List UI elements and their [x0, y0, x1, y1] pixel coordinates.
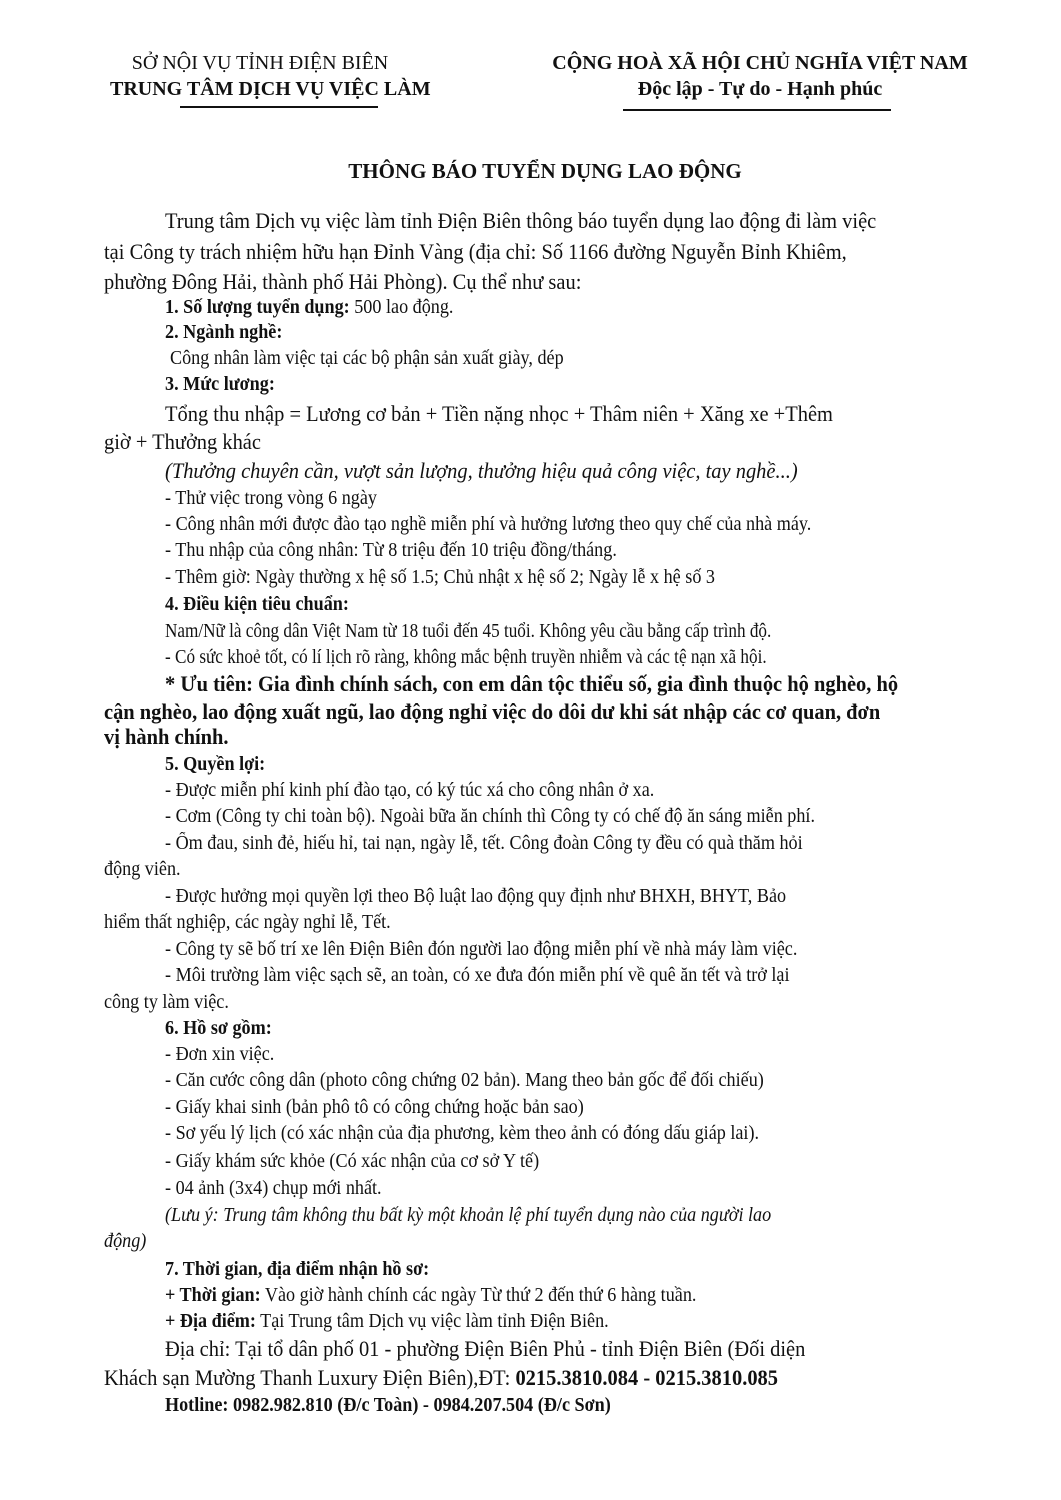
phone-numbers: 0215.3810.084 - 0215.3810.085: [515, 1365, 779, 1390]
dossier-item: - Sơ yếu lý lịch (có xác nhận của địa phương, kèm theo ảnh có đóng dấu giáp lai).: [165, 1123, 760, 1144]
salary-item: - Thử việc trong vòng 6 ngày: [165, 488, 377, 509]
reception-time: + Thời gian: Vào giờ hành chính các ngày Từ thứ 2 đến thứ 6 hàng tuần.: [165, 1285, 697, 1306]
agency-parent: SỞ NỘI VỤ TỈNH ĐIỆN BIÊN: [131, 52, 389, 74]
benefit-line: - Được hưởng mọi quyền lợi theo Bộ luật lao động quy định như BHXH, BHYT, Bảo: [165, 886, 787, 907]
fee-note: (Lưu ý: Trung tâm không thu bất kỳ một khoản lệ phí tuyển dụng nào của người lao: [165, 1205, 772, 1226]
benefit-line: công ty làm việc.: [104, 992, 229, 1013]
salary-item: - Thêm giờ: Ngày thường x hệ số 1.5; Chủ nhật x hệ số 2; Ngày lễ x hệ số 3: [165, 567, 715, 588]
intro-line: phường Đông Hải, thành phố Hải Phòng). Cụ thể như sau:: [104, 269, 582, 294]
section-1: 1. Số lượng tuyển dụng: 500 lao động.: [165, 297, 454, 318]
fee-note: động): [104, 1231, 147, 1252]
section-4-heading: 4. Điều kiện tiêu chuẩn:: [165, 594, 349, 615]
section-3-heading: 3. Mức lương:: [165, 374, 275, 395]
section-2-heading: 2. Ngành nghề:: [165, 322, 283, 343]
salary-formula: Tổng thu nhập = Lương cơ bản + Tiền nặng nhọc + Thâm niên + Xăng xe +Thêm: [165, 401, 833, 426]
benefit-line: - Công ty sẽ bố trí xe lên Điện Biên đón người lao động miễn phí về nhà máy làm việc.: [165, 939, 798, 960]
priority-line: vị hành chính.: [104, 724, 229, 749]
national-motto: Độc lập - Tự do - Hạnh phúc: [637, 78, 883, 100]
dossier-item: - Đơn xin việc.: [165, 1044, 275, 1065]
section-6-heading: 6. Hồ sơ gồm:: [165, 1018, 272, 1039]
benefit-line: - Được miễn phí kinh phí đào tạo, có ký túc xá cho công nhân ở xa.: [165, 780, 655, 801]
motto-underline: [623, 109, 891, 111]
salary-item: - Thu nhập của công nhân: Từ 8 triệu đến 10 triệu đồng/tháng.: [165, 540, 617, 561]
benefit-line: - Môi trường làm việc sạch sẽ, an toàn, có xe đưa đón miễn phí về quê ăn tết và trở lại: [165, 965, 790, 986]
intro-line: tại Công ty trách nhiệm hữu hạn Đỉnh Vàng (địa chỉ: Số 1166 đường Nguyễn Bỉnh Khiêm,: [104, 239, 847, 264]
benefit-line: - Cơm (Công ty chi toàn bộ). Ngoài bữa ăn chính thì Công ty có chế độ ăn sáng miễn phí.: [165, 806, 816, 827]
benefit-line: động viên.: [104, 859, 181, 880]
benefit-line: hiểm thất nghiệp, các ngày nghỉ lễ, Tết.: [104, 912, 391, 933]
national-title: CỘNG HOÀ XÃ HỘI CHỦ NGHĨA VIỆT NAM: [552, 52, 968, 74]
agency-name: TRUNG TÂM DỊCH VỤ VIỆC LÀM: [110, 78, 431, 100]
priority-line: * Ưu tiên: Gia đình chính sách, con em dân tộc thiểu số, gia đình thuộc hộ nghèo, hộ: [165, 671, 899, 696]
section-5-heading: 5. Quyền lợi:: [165, 754, 266, 775]
reception-place: + Địa điểm: Tại Trung tâm Dịch vụ việc làm tỉnh Điện Biên.: [165, 1311, 609, 1332]
document-title: THÔNG BÁO TUYỂN DỤNG LAO ĐỘNG: [348, 159, 742, 183]
salary-item: - Công nhân mới được đào tạo nghề miễn phí và hưởng lương theo quy chế của nhà máy.: [165, 514, 812, 535]
section-2-text: Công nhân làm việc tại các bộ phận sản xuất giày, dép: [170, 348, 564, 369]
address-line: Khách sạn Mường Thanh Luxury Điện Biên),ĐT: 0215.3810.084 - 0215.3810.085: [104, 1365, 779, 1390]
dossier-item: - Căn cước công dân (photo công chứng 02 bản). Mang theo bản gốc để đối chiếu): [165, 1070, 764, 1091]
intro-line: Trung tâm Dịch vụ việc làm tỉnh Điện Biên thông báo tuyển dụng lao động đi làm việc: [165, 208, 877, 233]
dossier-item: - Giấy khai sinh (bản phô tô có công chứng hoặc bản sao): [165, 1097, 584, 1118]
dossier-item: - Giấy khám sức khỏe (Có xác nhận của cơ sở Y tế): [165, 1151, 540, 1172]
requirement-item: - Có sức khoẻ tốt, có lí lịch rõ ràng, không mắc bệnh truyền nhiễm và các tệ nạn xã hội.: [165, 647, 767, 668]
agency-underline: [180, 106, 378, 108]
bonus-note: (Thưởng chuyên cần, vượt sản lượng, thưởng hiệu quả công việc, tay nghề...): [165, 458, 798, 483]
dossier-item: - 04 ảnh (3x4) chụp mới nhất.: [165, 1178, 382, 1199]
priority-line: cận nghèo, lao động xuất ngũ, lao động nghỉ việc do dôi dư khi sát nhập các cơ quan, đơn: [104, 699, 881, 724]
section-7-heading: 7. Thời gian, địa điểm nhận hồ sơ:: [165, 1259, 430, 1280]
requirement-item: Nam/Nữ là công dân Việt Nam từ 18 tuổi đến 45 tuổi. Không yêu cầu bằng cấp trình độ.: [165, 621, 772, 642]
salary-formula: giờ + Thưởng khác: [104, 429, 261, 454]
address-line: Địa chỉ: Tại tổ dân phố 01 - phường Điện Biên Phủ - tỉnh Điện Biên (Đối diện: [165, 1336, 806, 1361]
hotline: Hotline: 0982.982.810 (Đ/c Toàn) - 0984.207.504 (Đ/c Sơn): [165, 1395, 611, 1416]
benefit-line: - Ốm đau, sinh đẻ, hiếu hỉ, tai nạn, ngày lễ, tết. Công đoàn Công ty đều có quà thăm hỏi: [165, 833, 803, 854]
